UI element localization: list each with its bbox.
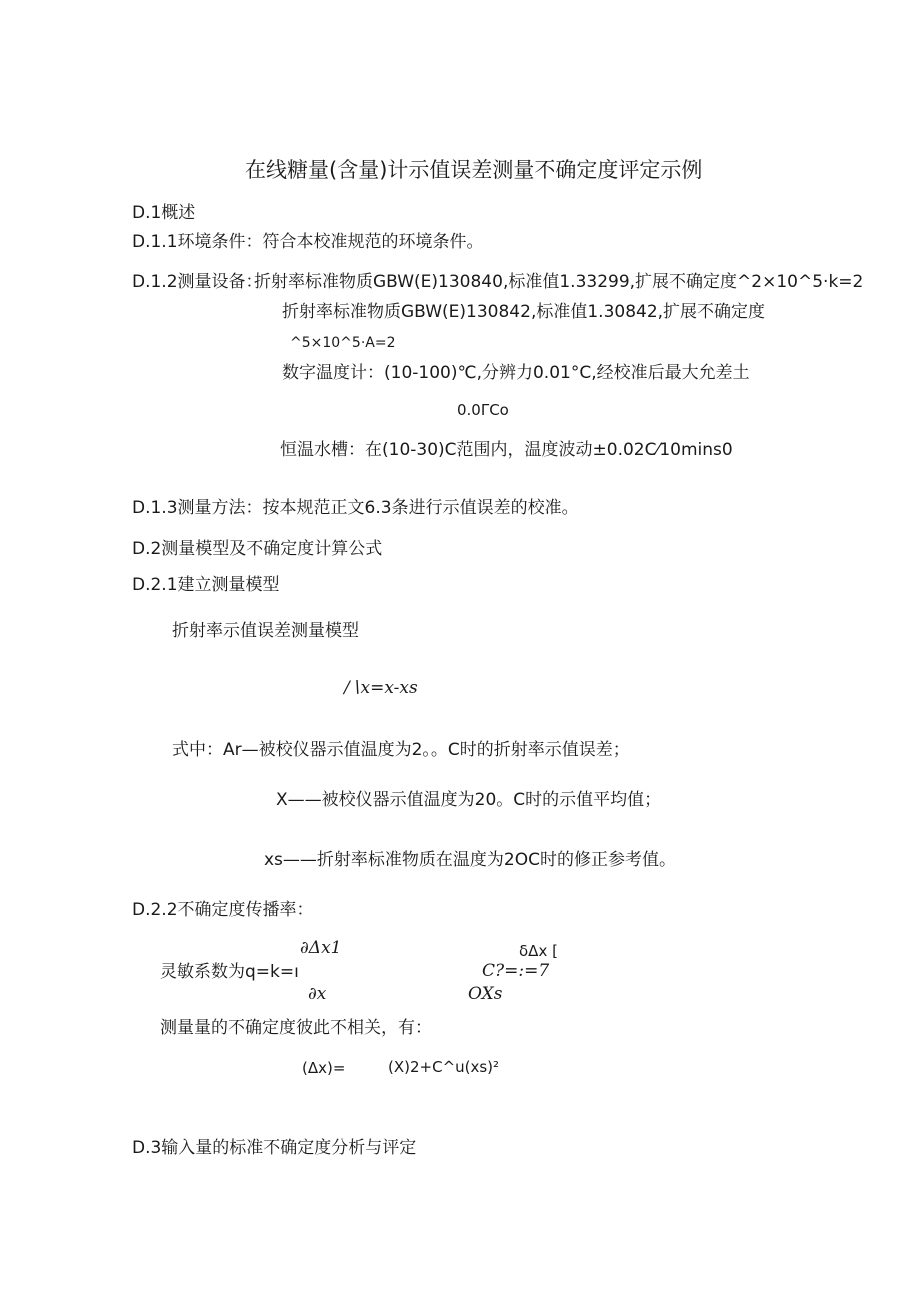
sensitivity-label: 灵敏系数为q=k=ı xyxy=(160,962,299,982)
equipment-line-1: 折射率标准物质GBW(E)130840,标准值1.33299,扩展不确定度^2×10^5·k=2 xyxy=(254,272,864,292)
equipment-line-4: 数字温度计：(10-100)℃,分辨力0.01°C,经校准后最大允差土 xyxy=(282,363,750,383)
where-line-3: xs——折射率标准物质在温度为2OC时的修正参考值。 xyxy=(264,850,676,870)
section-d1-2-label: D.1.2测量设备： xyxy=(132,272,263,292)
section-d1-3: D.1.3测量方法：按本规范正文6.3条进行示值误差的校准。 xyxy=(132,498,579,518)
section-d3-heading: D.3输入量的标准不确定度分析与评定 xyxy=(132,1138,417,1158)
equipment-line-2: 折射率标准物质GBW(E)130842,标准值1.30842,扩展不确定度 xyxy=(282,302,766,322)
model-formula: /∖x=x-xs xyxy=(344,678,418,698)
sensitivity-numerator-2: δΔx [ xyxy=(519,942,558,960)
section-d1-1: D.1.1环境条件：符合本校准规范的环境条件。 xyxy=(132,232,484,252)
sensitivity-numerator-1: ∂Δx1 xyxy=(300,938,342,958)
equipment-line-3: ^5×10^5·A=2 xyxy=(290,335,396,351)
sensitivity-denominator-1: ∂x xyxy=(308,984,327,1004)
where-line-2: X——被校仪器示值温度为20。C时的示值平均值； xyxy=(276,790,662,810)
combined-uncertainty-left: (Δx)= xyxy=(302,1059,346,1077)
section-d1-heading: D.1概述 xyxy=(132,203,196,223)
section-d2-1-heading: D.2.1建立测量模型 xyxy=(132,575,280,595)
combined-uncertainty-right: (X)2+C^u(xs)² xyxy=(388,1058,500,1076)
sensitivity-coefficient-2: C?=:=7 xyxy=(482,961,550,981)
section-d2-heading: D.2测量模型及不确定度计算公式 xyxy=(132,539,383,559)
where-line-1: 式中：Ar—被校仪器示值温度为2。。C时的折射率示值误差； xyxy=(172,740,630,760)
uncorrelated-statement: 测量量的不确定度彼此不相关，有： xyxy=(160,1018,432,1038)
section-d2-2-heading: D.2.2不确定度传播率： xyxy=(132,900,314,920)
page-title: 在线糖量(含量)计示值误差测量不确定度评定示例 xyxy=(245,158,703,182)
model-caption: 折射率示值误差测量模型 xyxy=(172,621,359,641)
sensitivity-denominator-2: OXs xyxy=(468,984,503,1004)
equipment-line-5: 0.0ΓCo xyxy=(457,401,509,419)
equipment-line-6: 恒温水槽：在(10-30)C范围内，温度波动±0.02C⁄10mins0 xyxy=(280,440,733,460)
